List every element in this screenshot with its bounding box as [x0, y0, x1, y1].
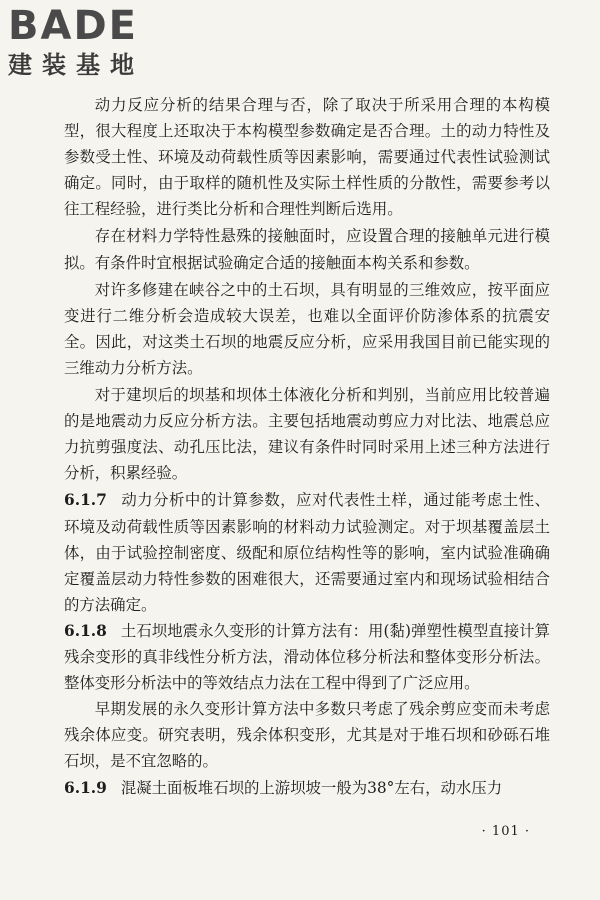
- section-text: 混凝土面板堆石坝的上游坝坡一般为38°左右，动水压力: [120, 779, 503, 798]
- section-6-1-7: [64, 487, 550, 617]
- section-6-1-8: [64, 618, 550, 696]
- logo-latin-text: BADE: [8, 3, 138, 49]
- paragraph-dynamic-analysis: 动力反应分析的结果合理与否，除了取决于所采用合理的本构模型，很大程度上还取决于本构模型参数确定是否合理。土的动力特性及参数受土性、环境及动荷载性质等因素影响，需要通过代表性试验测试确定。同时，由于取样的随机性及实际土样性质的分散性，需要参考以往工程经验，进行类比分析和合理性判断后选用。: [64, 96, 550, 219]
- page-number: · 101 ·: [481, 824, 530, 839]
- section-number: 6.1.9: [64, 779, 107, 798]
- section-number: 6.1.7: [64, 491, 107, 510]
- section-6-1-9: [64, 775, 550, 801]
- section-text: 动力分析中的计算参数，应对代表性土样，通过能考虑土性、环境及动荷载性质等因素影响的材料动力试验测定。对于坝基覆盖层土体，由于试验控制密度、级配和原位结构性等的影响，室内试验准确确定覆盖层动力特性参数的困难很大，还需要通过室内和现场试验相结合的方法确定。: [64, 491, 550, 614]
- bade-logo: [8, 3, 178, 80]
- paragraph-contact-element: 存在材料力学特性悬殊的接触面时，应设置合理的接触单元进行模拟。有条件时宜根据试验确定合适的接触面本构关系和参数。: [64, 227, 550, 272]
- logo-chinese-text: 建装基地: [8, 51, 144, 79]
- section-text: 土石坝地震永久变形的计算方法有：用(黏)弹塑性模型直接计算残余变形的真非线性分析方法，滑动体位移分析法和整体变形分析法。整体变形分析法中的等效结点力法在工程中得到了广泛应用。: [64, 621, 550, 693]
- page-body: [64, 92, 550, 802]
- paragraph-3d-analysis: 对许多修建在峡谷之中的土石坝，具有明显的三维效应，按平面应变进行二维分析会造成较大误差，也难以全面评价防渗体系的抗震安全。因此，对这类土石坝的地震反应分析，应采用我国目前已能实现的三维动力分析方法。: [64, 280, 550, 377]
- paragraph-permanent-deformation: 早期发展的永久变形计算方法中多数只考虑了残余剪应变而未考虑残余体应变。研究表明，残余体积变形，尤其是对于堆石坝和砂砾石堆石坝，是不宜忽略的。: [64, 700, 550, 771]
- section-number: 6.1.8: [64, 621, 107, 640]
- paragraph-liquefaction: 对于建坝后的坝基和坝体土体液化分析和判别，当前应用比较普遍的是地震动力反应分析方法。主要包括地震动剪应力对比法、地震总应力抗剪强度法、动孔压比法，建议有条件时同时采用上述三种方法进行分析，积累经验。: [64, 386, 550, 483]
